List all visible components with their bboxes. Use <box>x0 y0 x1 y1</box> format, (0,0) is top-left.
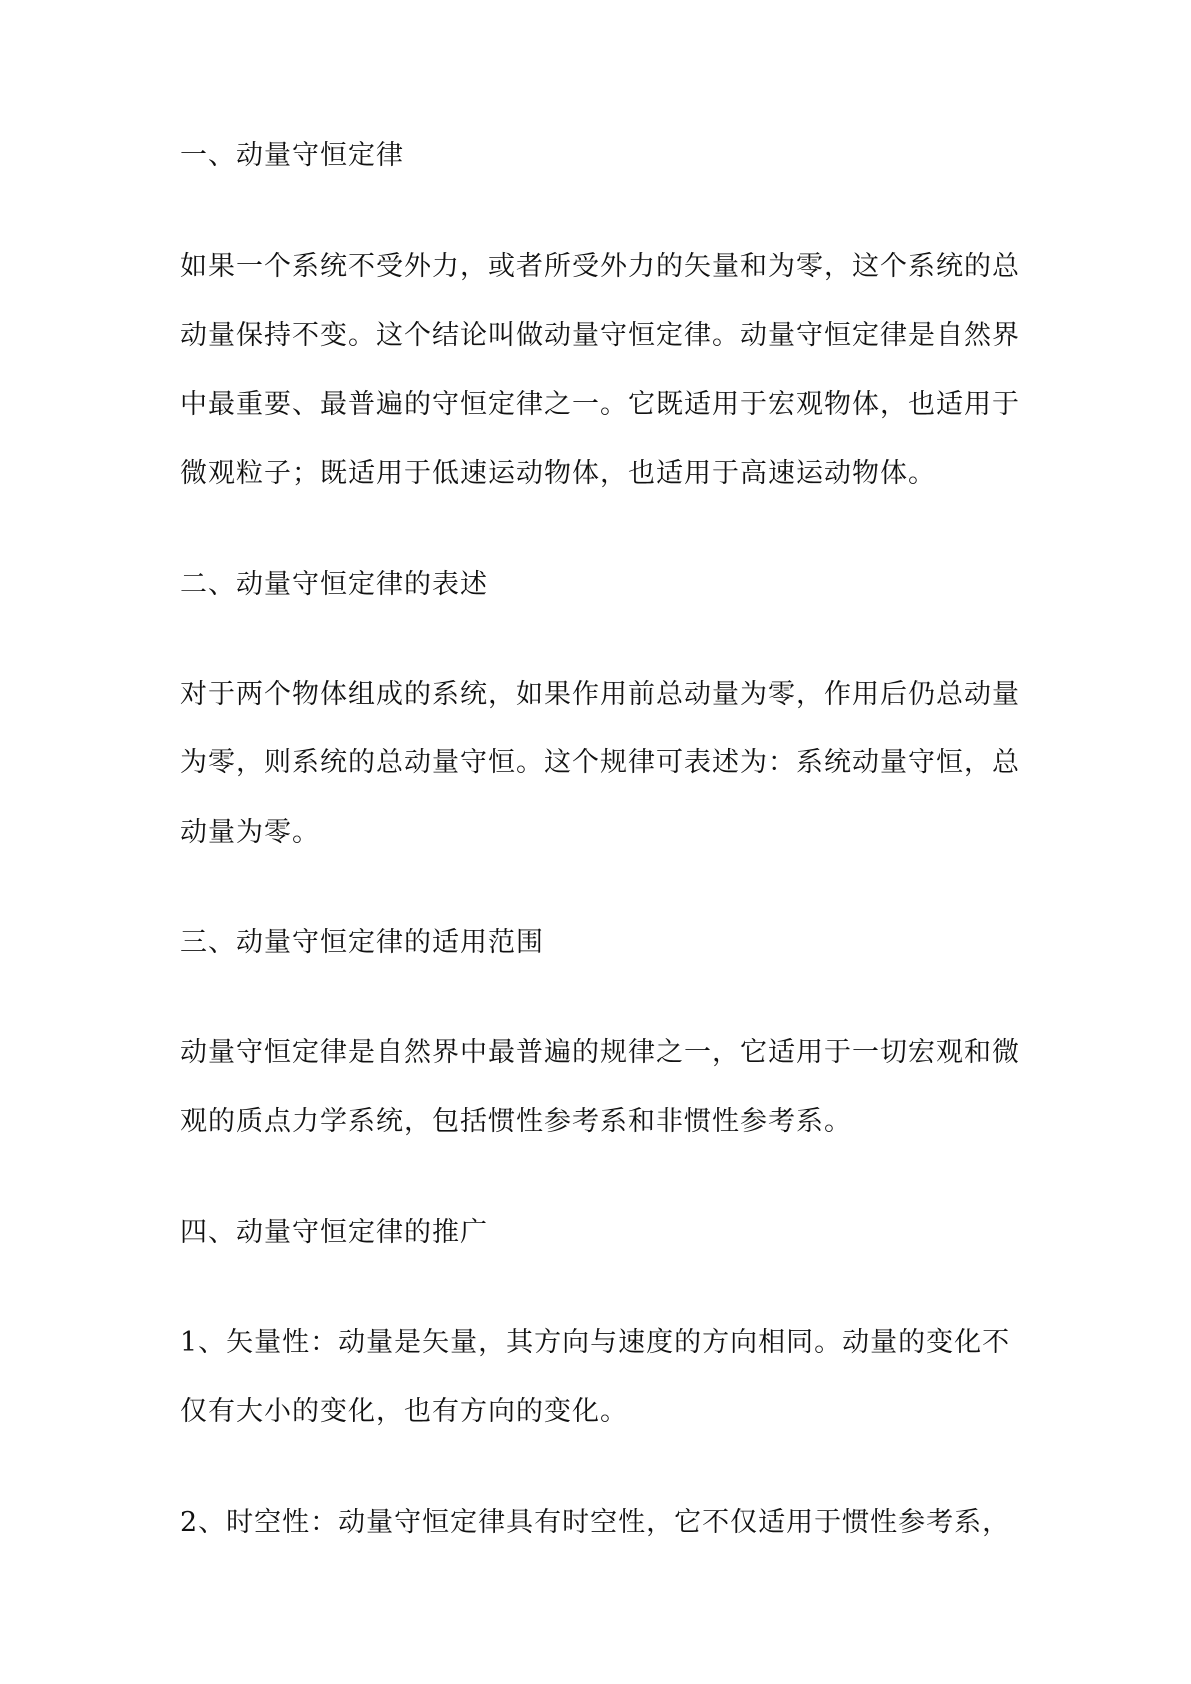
section-heading-4: 四、动量守恒定律的推广 <box>180 1217 488 1248</box>
list-item-line: 仅有大小的变化，也有方向的变化。 <box>180 1396 628 1427</box>
paragraph-line: 如果一个系统不受外力，或者所受外力的矢量和为零，这个系统的总 <box>180 251 1020 282</box>
paragraph-line: 对于两个物体组成的系统，如果作用前总动量为零，作用后仍总动量 <box>180 679 1020 710</box>
paragraph-line: 中最重要、最普遍的守恒定律之一。它既适用于宏观物体，也适用于 <box>180 389 1020 420</box>
paragraph-line: 动量保持不变。这个结论叫做动量守恒定律。动量守恒定律是自然界 <box>180 320 1020 351</box>
paragraph-line: 观的质点力学系统，包括惯性参考系和非惯性参考系。 <box>180 1106 852 1137</box>
paragraph-line: 动量守恒定律是自然界中最普遍的规律之一，它适用于一切宏观和微 <box>180 1037 1020 1068</box>
section-heading-3: 三、动量守恒定律的适用范围 <box>180 927 544 958</box>
paragraph-line: 为零，则系统的总动量守恒。这个规律可表述为：系统动量守恒，总 <box>180 747 1020 778</box>
section-heading-2: 二、动量守恒定律的表述 <box>180 569 488 600</box>
list-item-line: 1、矢量性：动量是矢量，其方向与速度的方向相同。动量的变化不 <box>180 1327 1011 1358</box>
paragraph-line: 动量为零。 <box>180 817 320 848</box>
paragraph-line: 微观粒子；既适用于低速运动物体，也适用于高速运动物体。 <box>180 458 936 489</box>
section-heading-1: 一、动量守恒定律 <box>180 140 404 171</box>
list-item-line: 2、时空性：动量守恒定律具有时空性，它不仅适用于惯性参考系， <box>180 1507 1011 1538</box>
